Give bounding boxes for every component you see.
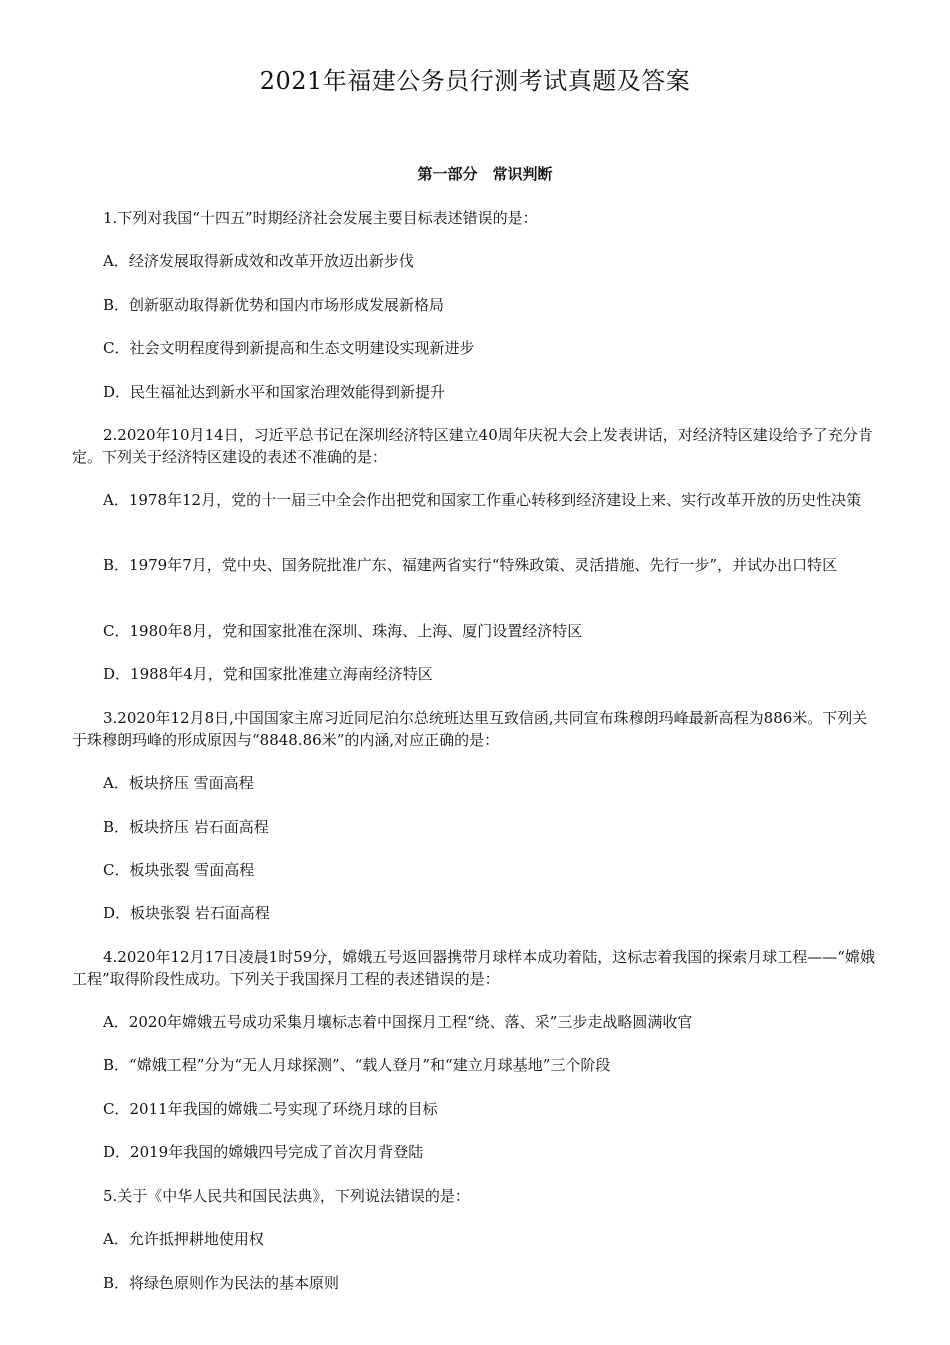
question-1-option-a: A．经济发展取得新成效和改革开放迈出新步伐	[103, 252, 414, 270]
question-1-option-c: C．社会文明程度得到新提高和生态文明建设实现新进步	[103, 339, 475, 357]
question-1-option-d: D．民生福祉达到新水平和国家治理效能得到新提升	[103, 383, 446, 401]
question-3-option-a: A．板块挤压 雪面高程	[103, 774, 254, 792]
question-5-option-a: A．允许抵押耕地使用权	[103, 1230, 264, 1248]
question-2-option-c: C．1980年8月，党和国家批准在深圳、珠海、上海、厦门设置经济特区	[103, 622, 583, 640]
question-4-option-c: C．2011年我国的嫦娥二号实现了环绕月球的目标	[103, 1100, 438, 1118]
question-3-option-d: D．板块张裂 岩石面高程	[103, 904, 270, 922]
question-1-option-b: B．创新驱动取得新优势和国内市场形成发展新格局	[103, 296, 445, 314]
question-3-option-c: C．板块张裂 雪面高程	[103, 861, 255, 879]
question-4-option-d: D．2019年我国的嫦娥四号完成了首次月背登陆	[103, 1143, 424, 1161]
question-4-stem: 4.2020年12月17日凌晨1时59分，嫦娥五号返回器携带月球样本成功着陆，这标志着我国的探索月球工程——“嫦娥工程”取得阶段性成功。下列关于我国探月工程的表述错误的是：	[72, 948, 875, 988]
question-1-stem: 1.下列对我国“十四五”时期经济社会发展主要目标表述错误的是：	[103, 209, 538, 227]
question-4-option-a: A．2020年嫦娥五号成功采集月壤标志着中国探月工程“绕、落、采”三步走战略圆满收官	[103, 1013, 693, 1031]
section-title: 第一部分 常识判断	[417, 165, 553, 183]
question-5-option-b: B．将绿色原则作为民法的基本原则	[103, 1274, 340, 1292]
question-2-option-b: B．1979年7月，党中央、国务院批准广东、福建两省实行“特殊政策、灵活措施、先行一步”，并试办出口特区	[103, 556, 838, 574]
question-2-stem: 2.2020年10月14日，习近平总书记在深圳经济特区建立40周年庆祝大会上发表讲话，对经济特区建设给予了充分肯定。下列关于经济特区建设的表述不准确的是：	[72, 426, 873, 466]
document-title: 2021年福建公务员行测考试真题及答案	[259, 67, 691, 95]
question-2-option-d: D．1988年4月，党和国家批准建立海南经济特区	[103, 665, 433, 683]
question-3-stem: 3.2020年12月8日,中国国家主席习近同尼泊尔总统班达里互致信函,共同宣布珠穆朗玛峰最新高程为886米。下列关于珠穆朗玛峰的形成原因与“8848.86米”的内涵,对应正确的是：	[72, 709, 868, 749]
question-2-option-a: A．1978年12月，党的十一届三中全会作出把党和国家工作重心转移到经济建设上来、实行改革开放的历史性决策	[103, 491, 862, 509]
question-5-stem: 5.关于《中华人民共和国民法典》，下列说法错误的是：	[103, 1187, 470, 1205]
question-4-option-b: B．“嫦娥工程”分为“无人月球探测”、“载人登月”和“建立月球基地”三个阶段	[103, 1056, 611, 1074]
question-3-option-b: B．板块挤压 岩石面高程	[103, 818, 269, 836]
